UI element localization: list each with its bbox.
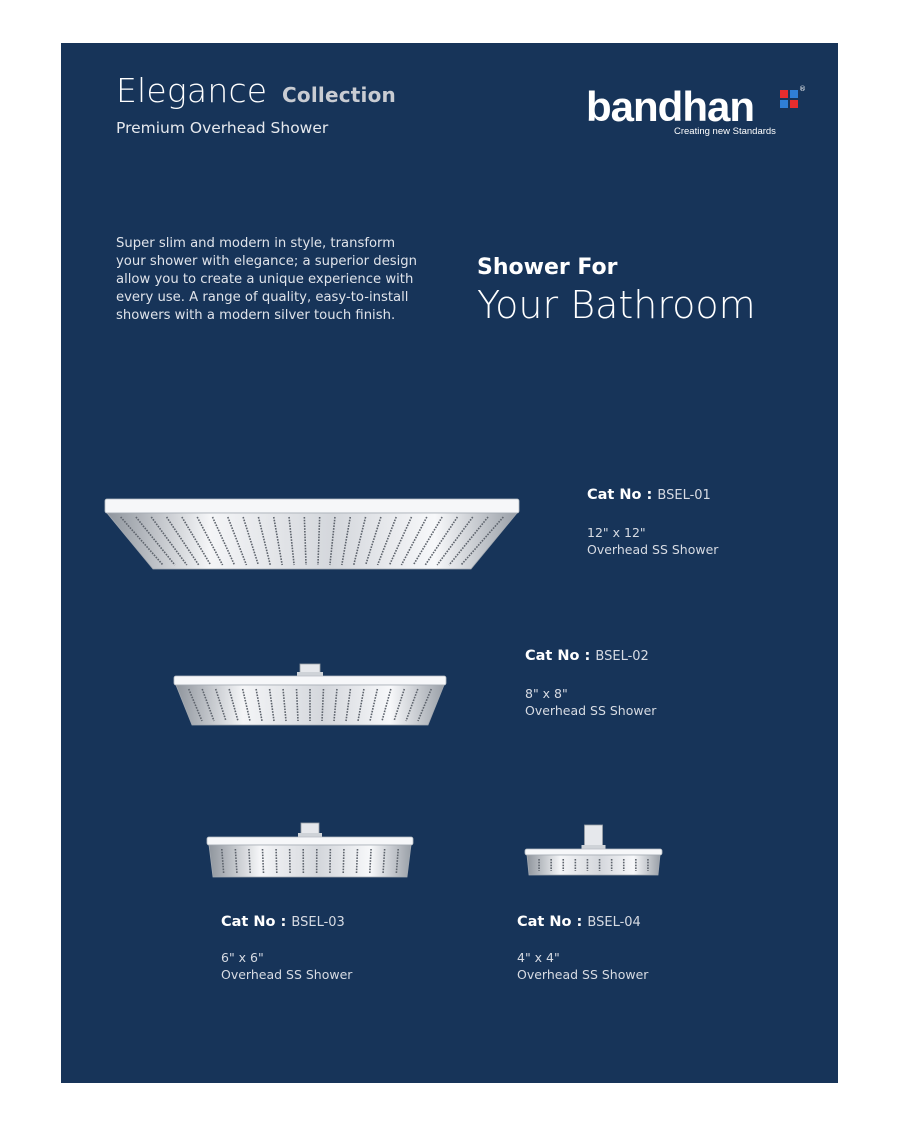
title-suffix: Collection [282, 83, 396, 107]
product-size: 4" x 4" [517, 950, 560, 965]
cat-label: Cat No : [517, 914, 583, 930]
product-type: Overhead SS Shower [525, 703, 657, 718]
brochure-page [61, 43, 838, 1083]
shower-head-image-8in [174, 662, 446, 728]
product-cat-no [517, 914, 641, 930]
intro-line: Super slim and modern in style, transform [116, 236, 396, 251]
product-size: 8" x 8" [525, 686, 568, 701]
intro-line: every use. A range of quality, easy-to-install [116, 290, 409, 305]
cat-number: BSEL-03 [291, 915, 345, 930]
intro-line: showers with a modern silver touch finish. [116, 308, 396, 323]
brand-logo [586, 83, 806, 143]
product-spec [587, 524, 718, 558]
brand-name: bandhan [586, 83, 754, 130]
product-type: Overhead SS Shower [587, 542, 719, 557]
intro-line: allow you to create a unique experience with [116, 272, 414, 287]
cat-label: Cat No : [525, 648, 591, 664]
brand-tagline: Creating new Standards [674, 126, 776, 137]
headline-line-2: Your Bathroom [477, 283, 756, 327]
product-spec [525, 685, 656, 719]
cat-number: BSEL-02 [595, 649, 649, 664]
cat-label: Cat No : [221, 914, 287, 930]
shower-head-image-4in [525, 821, 662, 875]
collection-title [116, 71, 396, 110]
shower-head-image-6in [207, 818, 413, 878]
intro-line: your shower with elegance; a superior design [116, 254, 418, 269]
title-main: Elegance [116, 71, 268, 110]
cat-number: BSEL-04 [587, 915, 641, 930]
product-spec [517, 949, 648, 983]
logo-red-square [780, 90, 788, 98]
registered-mark: ® [799, 85, 806, 93]
logo-red-square-lower [790, 100, 798, 108]
product-cat-no [587, 487, 711, 503]
collection-subtitle: Premium Overhead Shower [116, 119, 329, 137]
product-type: Overhead SS Shower [517, 967, 649, 982]
product-type: Overhead SS Shower [221, 967, 353, 982]
product-size: 12" x 12" [587, 525, 646, 540]
shower-head-image-12in [105, 495, 519, 573]
product-cat-no [221, 914, 345, 930]
cat-number: BSEL-01 [657, 488, 711, 503]
headline-line-1: Shower For [477, 255, 618, 280]
cat-label: Cat No : [587, 487, 653, 503]
intro-paragraph [116, 235, 446, 325]
product-size: 6" x 6" [221, 950, 264, 965]
product-spec [221, 949, 352, 983]
logo-blue-square-lower [790, 90, 798, 98]
logo-blue-square [780, 100, 788, 108]
product-cat-no [525, 648, 649, 664]
